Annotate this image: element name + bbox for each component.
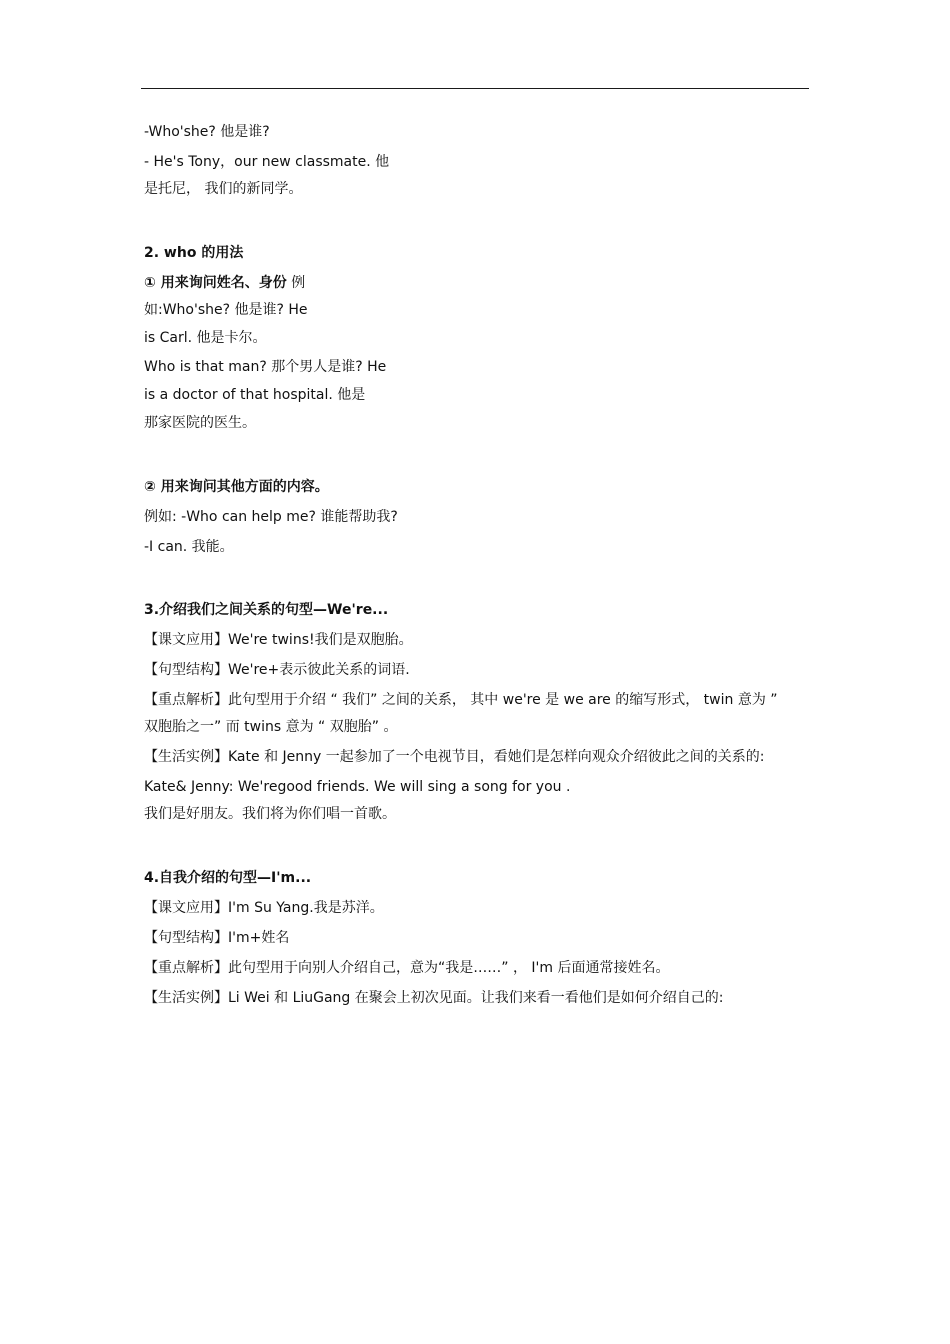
body-line: is a doctor of that hospital. 他是 — [144, 387, 366, 403]
subheading: ② 用来询问其他方面的内容。 — [144, 479, 329, 495]
subheading-line — [144, 273, 305, 293]
body-line: Kate& Jenny: We'regood friends. We will sing a song for you . — [144, 779, 571, 795]
dialogue-line: -Who'she? 他是谁? — [144, 124, 270, 140]
body-line: 【重点解析】此句型用于向别人介绍自己，意为“我是……” ， I'm 后面通常接姓名。 — [144, 960, 670, 976]
body-line: 【课文应用】We're twins!我们是双胞胎。 — [144, 632, 413, 648]
body-line: 【句型结构】We're+表示彼此关系的词语. — [144, 662, 410, 678]
example-prefix: 例 — [291, 275, 306, 291]
body-line: 那家医院的医生。 — [144, 415, 256, 431]
dialogue-line: 是托尼， 我们的新同学。 — [144, 181, 303, 197]
subheading: ① 用来询问姓名、身份 — [144, 275, 287, 291]
body-line: -I can. 我能。 — [144, 539, 234, 555]
body-line: 如:Who'she? 他是谁? He — [144, 302, 308, 318]
body-line: 【生活实例】Li Wei 和 LiuGang 在聚会上初次见面。让我们来看一看他们是如何介绍自己的: — [144, 990, 724, 1006]
body-line: 【重点解析】此句型用于介绍 “ 我们” 之间的关系， 其中 we're 是 we are 的缩写形式， twin 意为 ” — [144, 692, 778, 708]
body-line: 双胞胎之一” 而 twins 意为 “ 双胞胎” 。 — [144, 719, 398, 735]
body-line: is Carl. 他是卡尔。 — [144, 330, 267, 346]
body-line: 例如: -Who can help me? 谁能帮助我? — [144, 509, 398, 525]
dialogue-line: - He's Tony，our new classmate. 他 — [144, 154, 390, 170]
header-rule — [141, 88, 809, 89]
body-line: 【句型结构】I'm+姓名 — [144, 930, 290, 946]
body-line: 【课文应用】I'm Su Yang.我是苏洋。 — [144, 900, 384, 916]
body-line: Who is that man? 那个男人是谁? He — [144, 359, 387, 375]
section-heading: 2. who 的用法 — [144, 245, 244, 261]
section-heading: 3.介绍我们之间关系的句型—We're... — [144, 602, 389, 618]
section-heading: 4.自我介绍的句型—I'm... — [144, 870, 312, 886]
body-line: 【生活实例】Kate 和 Jenny 一起参加了一个电视节目，看她们是怎样向观众介绍彼此之间的关系的: — [144, 749, 765, 765]
body-line: 我们是好朋友。我们将为你们唱一首歌。 — [144, 806, 396, 822]
